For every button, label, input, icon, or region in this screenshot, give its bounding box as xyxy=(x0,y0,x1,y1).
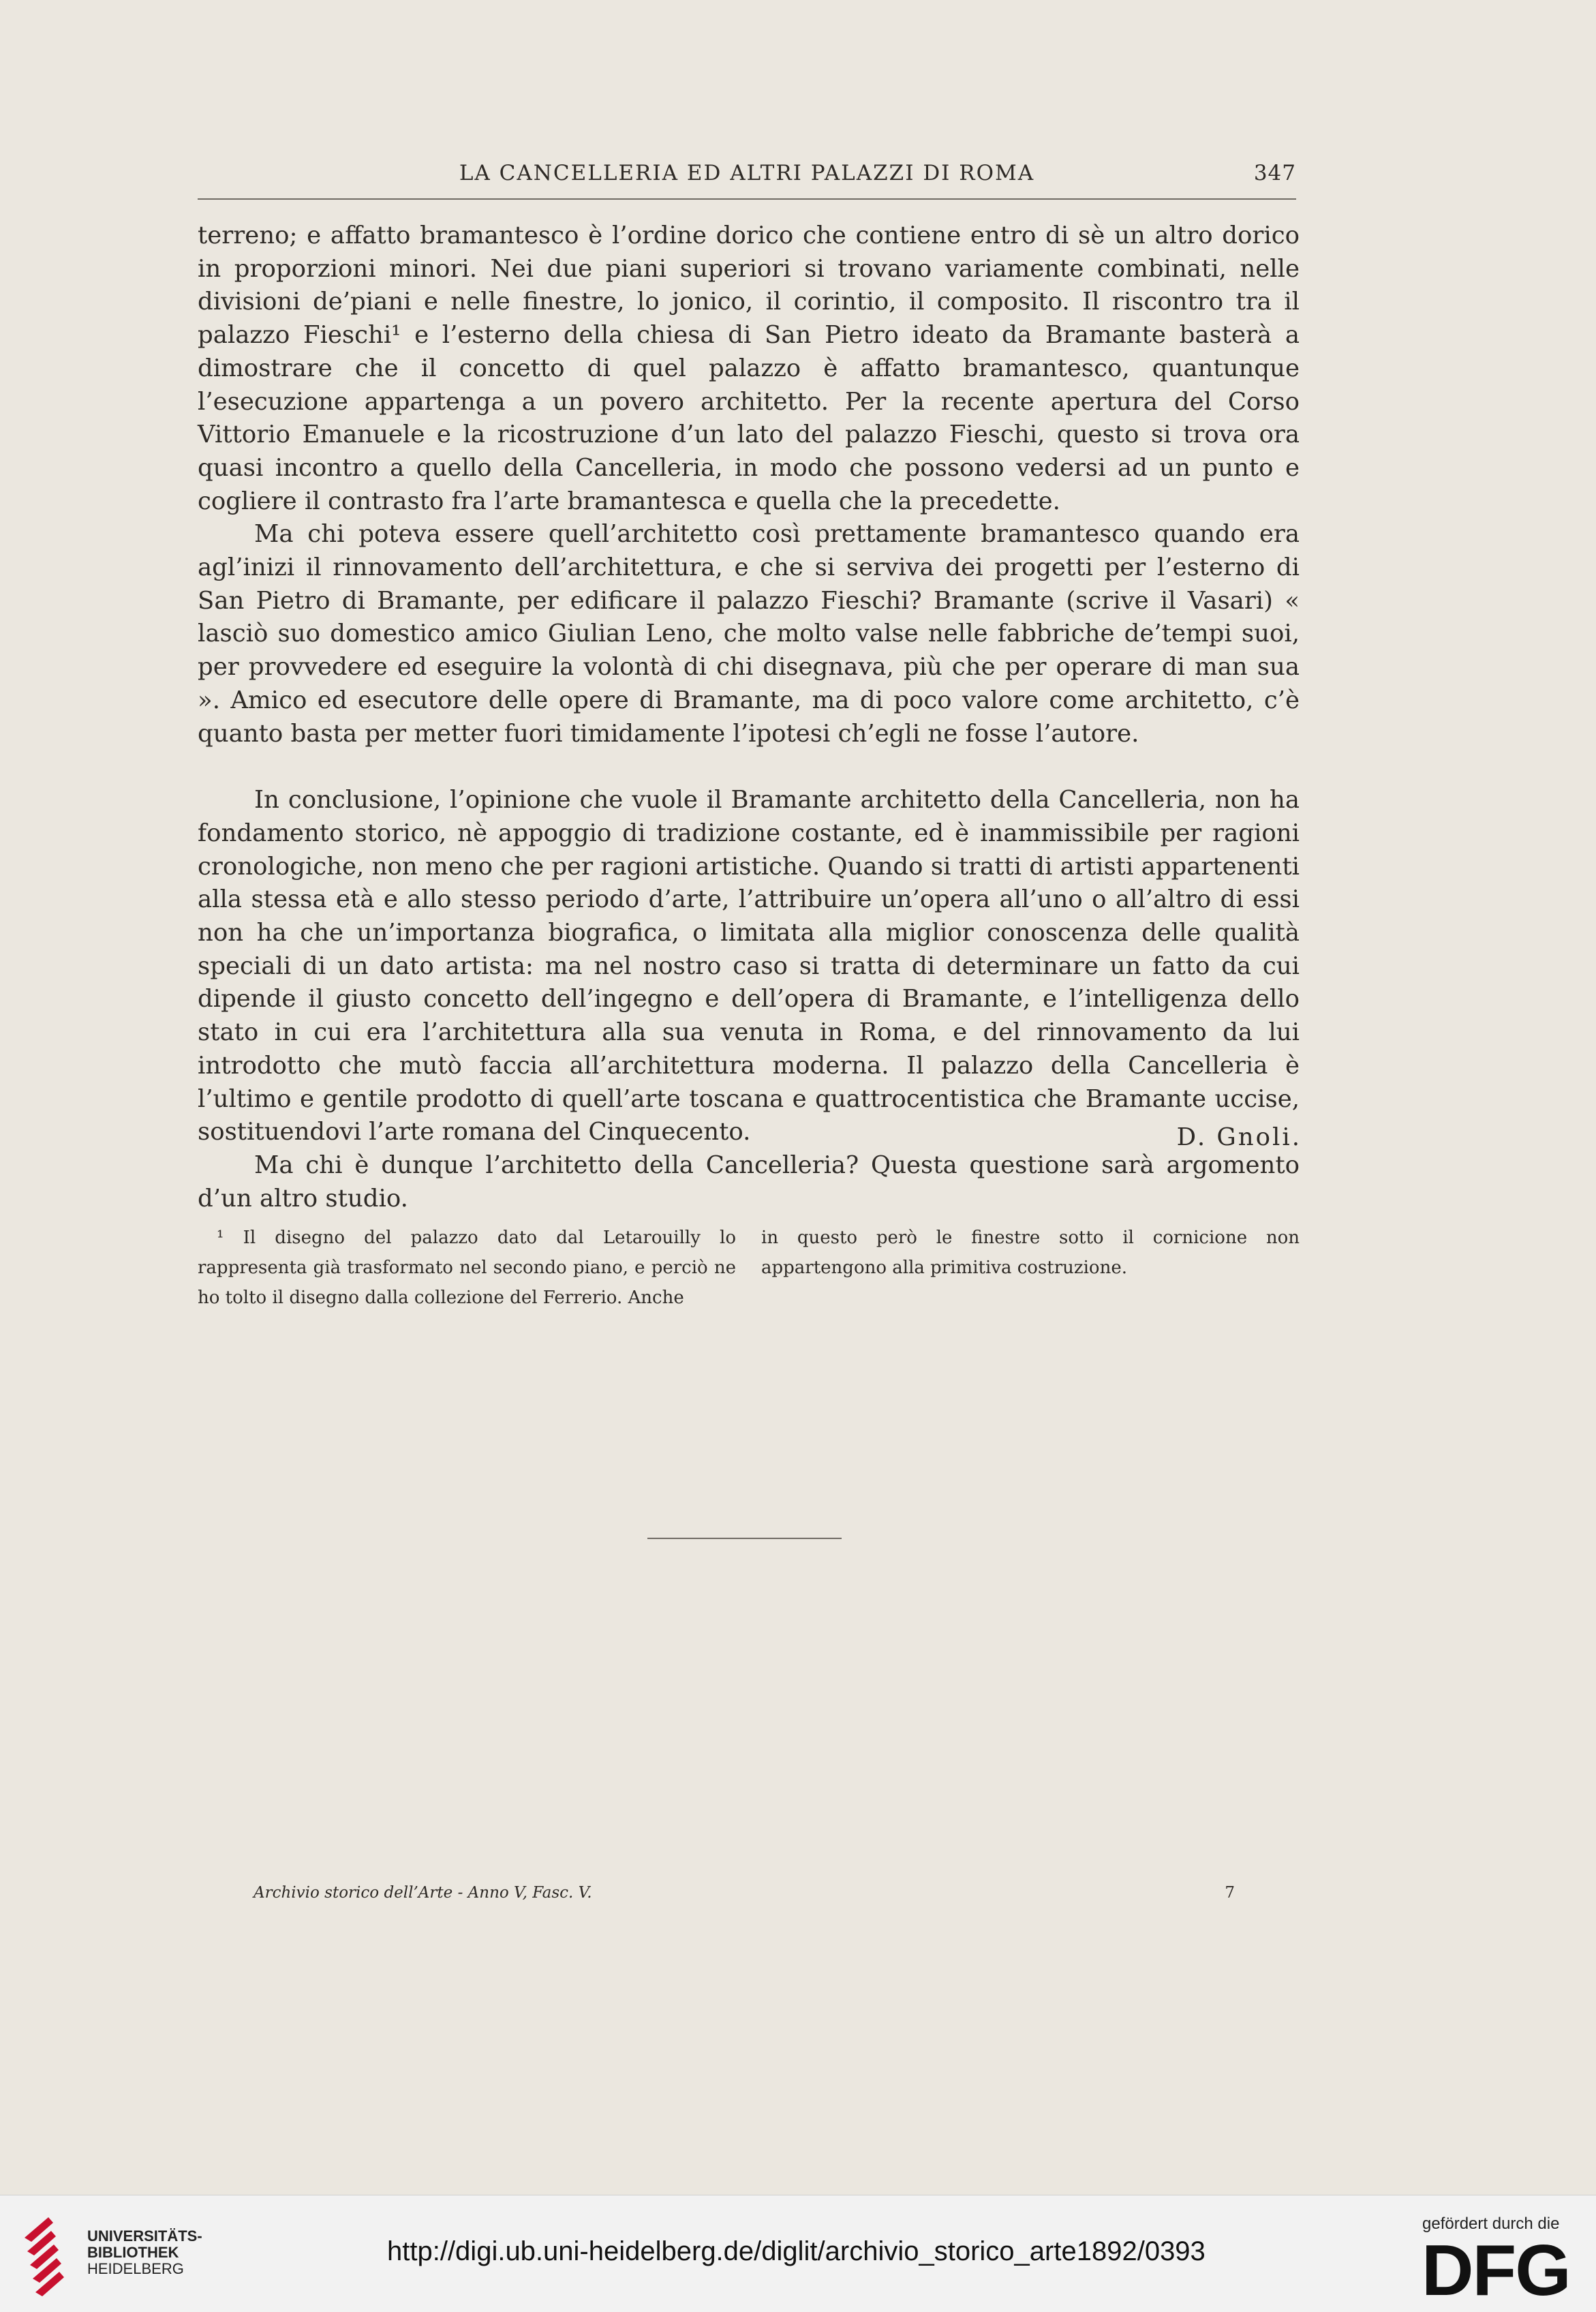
footer-signature-mark: 7 xyxy=(1225,1884,1235,1902)
end-rule xyxy=(647,1538,842,1539)
footnote-1-continued: in questo però le finestre sotto il cornicione non appartengono alla primitiva costruzione. xyxy=(761,1228,1300,1278)
library-name xyxy=(87,2228,202,2277)
footer-publication: Archivio storico dell’Arte - Anno V, Fasc. V. xyxy=(254,1884,592,1902)
university-library-logo-icon xyxy=(18,2210,78,2299)
header-rule xyxy=(198,198,1296,200)
funding-caption: gefördert durch die xyxy=(1422,2215,1560,2233)
paragraph-1: terreno; e affatto bramantesco è l’ordine dorico che contiene entro di sè un altro dorico in proporzioni minori. Nei due piani superiori si trovano variamente combinati, nelle divisioni de’piani e nelle finestre, lo jonico, il corintio, il composito. Il riscontro tra il palazzo Fieschi¹ e l’esterno della chiesa di San Pietro ideato da Bramante basterà a dimostrare che il concetto di quel palazzo è affatto bramantesco, quantunque l’esecuzione appartenga a un povero architetto. Per la recente apertura del Corso Vittorio Emanuele e la ricostruzione d’un lato del palazzo Fieschi, questo si trova ora quasi incontro a quello della Cancelleria, in modo che possono vedersi ad un punto e cogliere il contrasto fra l’arte bramantesca e quella che la precedette. xyxy=(198,222,1300,515)
article-body xyxy=(198,219,1300,1215)
running-title: LA CANCELLERIA ED ALTRI PALAZZI DI ROMA xyxy=(459,161,1035,185)
footnote-column-left xyxy=(198,1223,736,1313)
author-signature: D. Gnoli. xyxy=(1176,1123,1302,1151)
footnote-column-right xyxy=(761,1223,1300,1283)
footnote-1: ¹ Il disegno del palazzo dato dal Letarouilly lo rappresenta già trasformato nel secondo piano, e perciò ne ho tolto il disegno dalla collezione del Ferrerio. Anche xyxy=(198,1228,736,1308)
page-footer xyxy=(254,1884,1235,1911)
paragraph-2: Ma chi poteva essere quell’architetto così prettamente bramantesco quando era agl’inizi il rinnovamento dell’architettura, e che si serviva dei progetti per l’esterno di San Pietro di Bramante, per edificare il palazzo Fieschi? Bramante (scrive il Vasari) « lasciò suo domestico amico Giulian Leno, che molto valse nelle fabbriche de’tempi suoi, per provvedere ed eseguire la volontà di chi disegnava, più che per operare di man sua ». Amico ed esecutore delle opere di Bramante, ma di poco valore come architetto, c’è quanto basta per metter fuori timidamente l’ipotesi ch’egli ne fosse l’autore. xyxy=(198,520,1300,748)
permalink-url[interactable]: http://digi.ub.uni-heidelberg.de/diglit/archivio_storico_arte1892/0393 xyxy=(387,2236,1206,2266)
running-head xyxy=(198,158,1296,192)
library-name-line3: HEIDELBERG xyxy=(87,2260,184,2277)
digitization-banner xyxy=(0,2195,1596,2312)
library-name-line2: BIBLIOTHEK xyxy=(87,2244,179,2261)
library-name-line1: UNIVERSITÄTS- xyxy=(87,2227,202,2245)
page-number: 347 xyxy=(1253,161,1296,185)
dfg-logo: DFG xyxy=(1422,2230,1570,2311)
paragraph-4: Ma chi è dunque l’architetto della Cancelleria? Questa questione sarà argomento d’un altro studio. xyxy=(198,1151,1300,1213)
paragraph-3: In conclusione, l’opinione che vuole il Bramante architetto della Cancelleria, non ha fondamento storico, nè appoggio di tradizione costante, ed è inammissibile per ragioni cronologiche, non meno che per ragioni artistiche. Quando si tratti di artisti appartenenti alla stessa età e allo stesso periodo d’arte, l’attribuire un’opera all’uno o all’altro di essi non ha che un’importanza biografica, o limitata alla miglior conoscenza delle qualità speciali di un dato artista: ma nel nostro caso si tratta di determinare un fatto da cui dipende il giusto concetto dell’ingegno e dell’opera di Bramante, e l’intelligenza dello stato in cui era l’architettura alla sua venuta in Roma, e del rinnovamento da lui introdotto che mutò faccia all’architettura moderna. Il palazzo della Cancelleria è l’ultimo e gentile prodotto di quell’arte toscana e quattrocentistica che Bramante uccise, sostituendovi l’arte romana del Cinquecento. xyxy=(198,786,1300,1146)
